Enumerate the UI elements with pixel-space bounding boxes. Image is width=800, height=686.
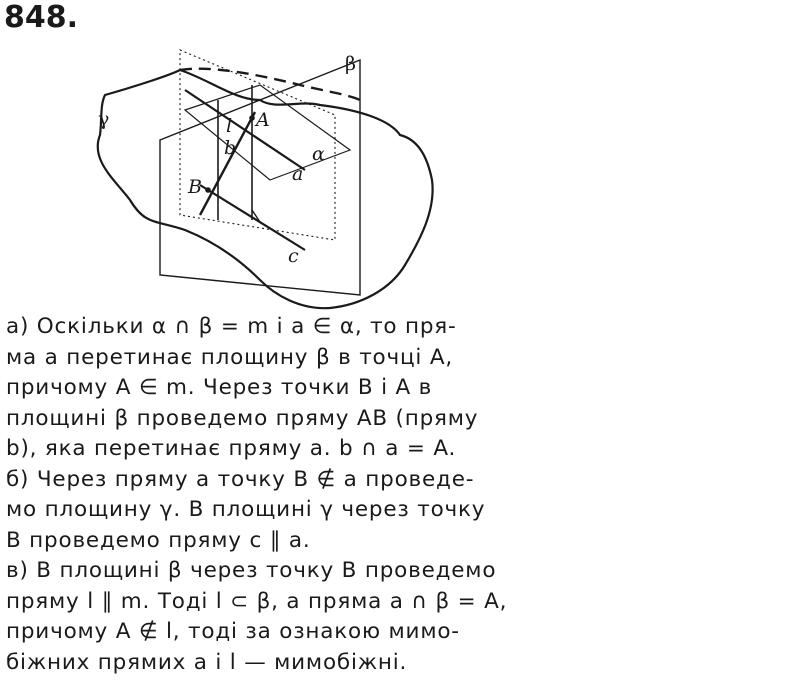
label-alpha: α	[312, 143, 325, 165]
solution-line: а) Оскільки α ∩ β = m і a ∈ α, то пря-	[6, 314, 457, 339]
solution-line: причому A ∈ m. Через точки B і A в	[6, 375, 433, 400]
solution-line: пряму l ∥ m. Тоді l ⊂ β, а пряма a ∩ β = A,	[6, 588, 508, 614]
label-B: B	[188, 176, 202, 198]
point-A	[249, 115, 255, 121]
label-A: A	[256, 109, 270, 131]
label-a: a	[292, 163, 304, 185]
solution-line: мо площину γ. В площині γ через точку	[6, 497, 486, 522]
geometry-figure	[60, 40, 540, 315]
solution-text	[6, 312, 526, 678]
solution-line: ма a перетинає площину β в точці A,	[6, 344, 453, 370]
solution-line: причому A ∉ l, тоді за ознакою мимо-	[6, 619, 460, 644]
label-l: l	[226, 115, 233, 137]
solution-line: б) Через пряму a точку B ∉ a проведе-	[6, 466, 475, 492]
label-b: b	[224, 137, 237, 159]
plane-alpha-tilted	[185, 85, 350, 180]
point-B	[205, 187, 211, 193]
label-gamma: γ	[98, 108, 110, 130]
plane-gamma-outline	[98, 70, 433, 308]
label-beta: β	[345, 53, 356, 75]
solution-line: біжних прямих a і l — мимобіжні.	[6, 649, 408, 675]
solution-line: в) В площині β через точку B проведемо	[6, 558, 497, 583]
solution-line: B проведемо пряму c ∥ a.	[6, 527, 311, 553]
figure-svg	[60, 40, 540, 315]
label-c: c	[288, 245, 299, 267]
problem-number: 848.	[4, 0, 79, 35]
solution-line: площині β проведемо пряму AB (пряму	[6, 405, 479, 431]
solution-line: b), яка перетинає пряму a. b ∩ a = A.	[6, 436, 457, 461]
